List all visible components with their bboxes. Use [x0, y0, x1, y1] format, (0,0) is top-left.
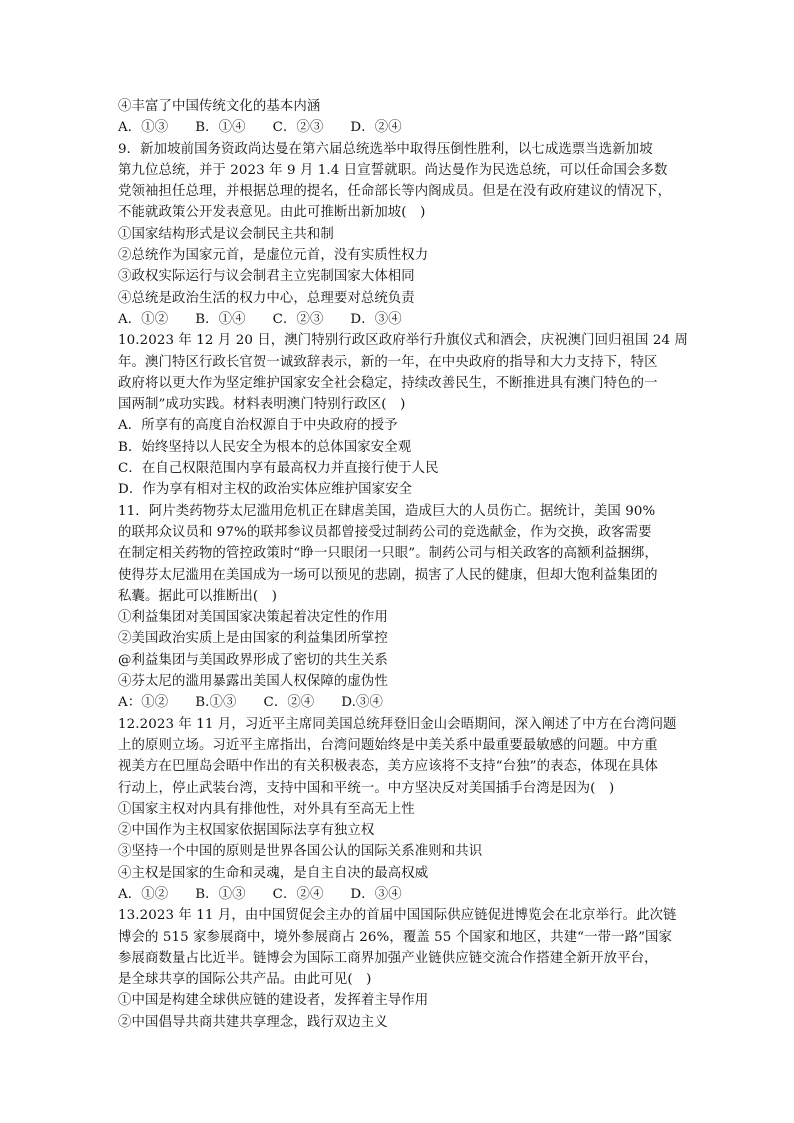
- q12-options: A．①② B．①③ C．②④ D．③④: [118, 886, 402, 902]
- q9-line: 不能就政策公开发表意见。由此可推断出新加坡( ): [118, 205, 426, 221]
- q11-statement: @利益集团与美国政界形成了密切的共生关系: [118, 652, 388, 668]
- q13-line: 博会的 515 家参展商中，境外参展商占 26%，覆盖 55 个国家和地区，共建“一带一路”国家: [118, 929, 673, 945]
- q10-option-a: A．所享有的高度自治权源自于中央政府的授予: [118, 418, 398, 434]
- q9-line: 第九位总统，并于 2023 年 9 月 1.4 日宣誓就职。尚达曼作为民选总统，可以任命国会多数: [118, 162, 668, 178]
- q12-statement: ①国家主权对内具有排他性，对外具有至高无上性: [118, 801, 415, 817]
- question-12: [118, 714, 678, 906]
- q11-line: 的联邦众议员和 97%的联邦参议员都曾接受过制药公司的竞选献金，作为交换，政客需要: [118, 524, 652, 540]
- question-13: [118, 905, 678, 1033]
- q9-line: 党领袖担任总理，并根据总理的提名，任命部长等内阁成员。但是在没有政府建议的情况下，: [118, 184, 672, 200]
- q10-line: 政府将以更大作为坚定维护国家安全社会稳定，持续改善民生，不断推进具有澳门特色的一: [118, 375, 658, 391]
- q11-line: 私囊。据此可以推断出( ): [118, 588, 278, 604]
- q13-statement: ①中国是构建全球供应链的建设者，发挥着主导作用: [118, 993, 429, 1009]
- question-11: [118, 501, 678, 714]
- q10-line: 年。澳门特区行政长官贺一诚致辞表示，新的一年，在中央政府的指导和大力支持下，特区: [118, 354, 658, 370]
- exam-page: [118, 96, 688, 1033]
- q12-line: 行动上，停止武装台湾，支持中国和平统一。中方坚决反对美国插手台湾是因为( ): [118, 780, 615, 796]
- question-10: [118, 330, 688, 500]
- q11-statement: ①利益集团对美国国家决策起着决定性的作用: [118, 610, 388, 626]
- q13-line: 是全球共享的国际公共产品。由此可见( ): [118, 972, 372, 988]
- q12-line: 视美方在巴厘岛会晤中作出的有关积极表态，美方应该将不支持“台独”的表态，体现在具体: [118, 759, 659, 775]
- q12-line: 上的原则立场。习近平主席指出，台湾问题始终是中美关系中最重要最敏感的问题。中方重: [118, 737, 658, 753]
- q11-line: 在制定相关药物的管控政策时“睁一只眼闭一只眼”。制药公司与相关政客的高额利益捆绑，: [118, 546, 659, 562]
- q12-line: 12.2023 年 11 月，习近平主席同美国总统拜登旧金山会晤期间，深入阐述了中方在台湾问题: [118, 716, 677, 732]
- q10-option-d: D．作为享有相对主权的政治实体应维护国家安全: [118, 482, 413, 498]
- q13-statement: ②中国倡导共商共建共享理念，践行双边主义: [118, 1014, 388, 1030]
- q9-statement: ②总统作为国家元首，是虚位元首，没有实质性权力: [118, 248, 429, 264]
- q11-line: 11．阿片类药物芬太尼滥用危机正在肆虐美国，造成巨大的人员伤亡。据统计，美国 90%: [118, 503, 656, 519]
- q10-line: 国两制”成功实践。材料表明澳门特别行政区( ): [118, 397, 406, 413]
- q8-statement-4: ④丰富了中国传统文化的基本内涵: [118, 99, 321, 114]
- question-9: [118, 139, 678, 331]
- q9-statement: ④总统是政治生活的权力中心，总理要对总统负责: [118, 290, 415, 306]
- q9-options: A．①② B．①④ C．②③ D．③④: [118, 311, 402, 327]
- q11-statement: ②美国政治实质上是由国家的利益集团所掌控: [118, 631, 388, 647]
- q13-line: 13.2023 年 11 月，由中国贸促会主办的首届中国国际供应链促进博览会在北京举行。此次链: [118, 908, 677, 924]
- q13-line: 参展商数量占比近半。链博会为国际工商界加强产业链供应链交流合作搭建全新开放平台，: [118, 950, 658, 966]
- q10-option-b: B．始终坚持以人民安全为根本的总体国家安全观: [118, 439, 412, 455]
- q11-line: 使得芬太尼滥用在美国成为一场可以预见的悲剧，损害了人民的健康，但却大饱利益集团的: [118, 567, 658, 583]
- q10-option-c: C．在自己权限范围内享有最高权力并直接行使于人民: [118, 461, 439, 477]
- q10-line: 10.2023 年 12 月 20 日，澳门特别行政区政府举行升旗仪式和酒会，庆祝澳门回归祖国 24 周: [118, 333, 688, 349]
- q9-line: 9．新加坡前国务资政尚达曼在第六届总统选举中取得压倒性胜利，以七成选票当选新加坡: [118, 141, 653, 157]
- q12-statement: ③坚持一个中国的原则是世界各国公认的国际关系准则和共识: [118, 844, 483, 860]
- q9-statement: ③政权实际运行与议会制君主立宪制国家大体相同: [118, 269, 415, 285]
- q11-options: A：①② B.①③ C．②④ D.③④: [118, 695, 383, 711]
- q11-statement: ④芬太尼的滥用暴露出美国人权保障的虚伪性: [118, 674, 388, 690]
- q12-statement: ②中国作为主权国家依据国际法享有独立权: [118, 823, 375, 839]
- q12-statement: ④主权是国家的生命和灵魂，是自主自决的最高权威: [118, 865, 429, 881]
- q9-statement: ①国家结构形式是议会制民主共和制: [118, 226, 334, 242]
- q8-options: A．①③ B．①④ C．②③ D．②④: [118, 120, 402, 136]
